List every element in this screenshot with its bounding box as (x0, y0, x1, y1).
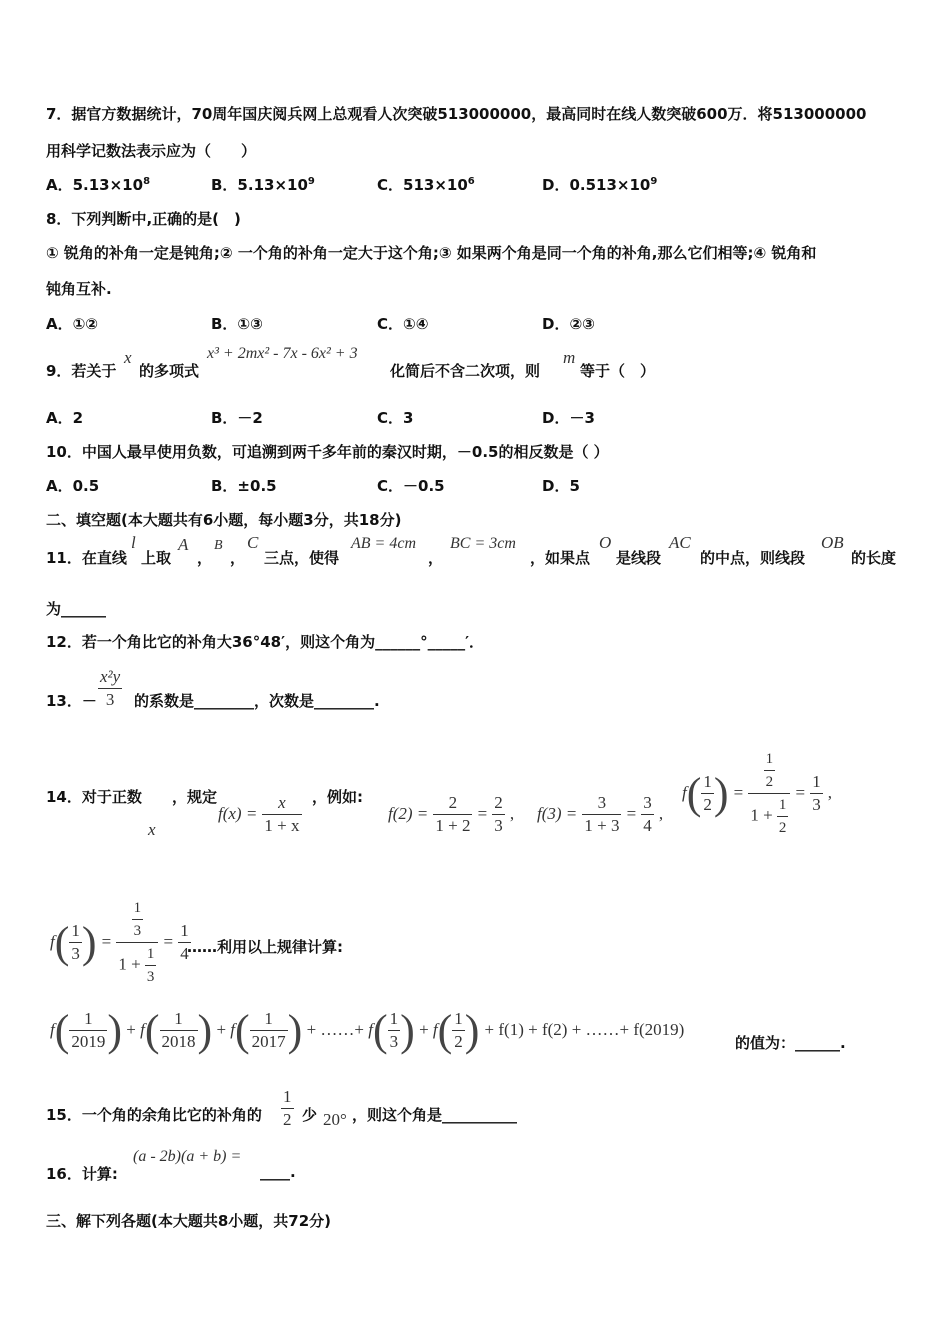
q7-option-c: C．$513\times 10^6$ (377, 176, 475, 194)
q9-mid: 的多项式 (139, 362, 200, 380)
q9-expression: x³ + 2mx² - 7x - 6x² + 3 (207, 345, 358, 362)
q15-mid: 少 (302, 1106, 318, 1124)
q11-point-o: O (599, 533, 612, 552)
q9-option-c: C．3 (377, 409, 414, 427)
q14-example-third: f( $\frac{1}{3}$ ) = $\frac{1}{3}$ 1 + $\frac{1}{3}$ = $\frac{1}{4}$ (50, 897, 191, 988)
q11-part6: 的中点，则线段 (700, 549, 806, 567)
q11-part5: 是线段 (616, 549, 662, 567)
q15-degree: 20° (323, 1110, 347, 1129)
section-2-heading: 二、填空题(本大题共有6小题，每小题3分，共18分) (46, 511, 402, 529)
q13-prefix: 13．－ (46, 692, 97, 710)
q15-suffix: ，则这个角是__________ (352, 1106, 518, 1124)
q10-option-c: C．－0.5 (377, 477, 445, 495)
q13-numerator: x²y (98, 666, 122, 689)
q11-part2: 上取 (141, 549, 172, 567)
q14-part5: 的值为：______. (735, 1034, 846, 1052)
q8-line1: ① 锐角的补角一定是钝角;② 一个角的补角一定大于这个角;③ 如果两个角是同一个角的补角,那么它们相等;④ 锐角和 (46, 244, 817, 262)
q14-definition: f(x) = $\frac{x}{1 + x}$ (218, 793, 300, 835)
q11-part3: 三点，使得 (264, 549, 340, 567)
q11-part7: 的长度 (851, 549, 897, 567)
q8-title: 8．下列判断中,正确的是( ) (46, 210, 241, 228)
q16-expression: (a - 2b)(a + b) = (133, 1148, 242, 1165)
q8-option-d: D．②③ (542, 315, 595, 333)
q7-option-d: D．$0.513\times 10^9$ (542, 176, 658, 194)
q9-var-m: m (563, 348, 576, 367)
q11-segment-ob: OB (821, 533, 844, 552)
q11-point-b: B (214, 538, 223, 553)
q11-point-a: A (178, 535, 189, 554)
q9-option-b: B．－2 (211, 409, 263, 427)
q14-part3: ，例如: (312, 788, 363, 806)
q11-point-c: C (247, 533, 259, 552)
q9-suffix2: 等于（ ） (580, 362, 656, 380)
q11-part1: 11．在直线 (46, 549, 127, 567)
q15-prefix: 15．一个角的余角比它的补角的 (46, 1106, 262, 1124)
q8-option-c: C．①④ (377, 315, 429, 333)
q10-text: 10．中国人最早使用负数，可追溯到两千多年前的秦汉时期，－0.5的相反数是（ ） (46, 443, 609, 461)
section-3-heading: 三、解下列各题(本大题共8小题，共72分) (46, 1212, 332, 1230)
q7-line1: 7．据官方数据统计，70周年国庆阅兵网上总观看人次突破513000000，最高同时在线人数突破600万．将513000000 (46, 105, 867, 123)
q11-line2: 为______ (46, 600, 107, 618)
q14-part2: ，规定 (172, 788, 218, 806)
q7-option-b: B．$5.13\times 10^9$ (211, 176, 315, 194)
q11-comma1: ， (197, 549, 213, 567)
q14-example-2: f(3) = $\frac{3}{1 + 3}$ = $\frac{3}{4}$ , (537, 793, 664, 835)
q8-option-a: A．①② (46, 315, 99, 333)
q11-comma3: ， (428, 549, 444, 567)
q10-option-a: A．0.5 (46, 477, 100, 495)
q16-prefix: 16．计算: (46, 1165, 118, 1183)
q11-ab-length: AB = 4cm (351, 535, 416, 552)
q13-denominator: 3 (105, 690, 115, 709)
q9-suffix1: 化简后不含二次项，则 (390, 362, 541, 380)
q14-def-fraction: $\frac{x}{1 + x}$ (264, 793, 300, 835)
q11-bc-length: BC = 3cm (450, 535, 516, 552)
q14-part1: 14．对于正数 (46, 788, 142, 806)
q11-segment-ac: AC (669, 533, 691, 552)
q9-prefix: 9．若关于 (46, 362, 117, 380)
q7-line2: 用科学记数法表示应为（ ） (46, 142, 257, 160)
q8-line2: 钝角互补. (46, 280, 112, 298)
q9-option-d: D．－3 (542, 409, 595, 427)
q9-option-a: A．2 (46, 409, 84, 427)
q13-suffix: 的系数是________，次数是________. (134, 692, 380, 710)
q8-option-b: B．①③ (211, 315, 263, 333)
q11-line-l: l (131, 533, 136, 552)
q14-example-half: f( $\frac{1}{2}$ ) = $\frac{1}{2}$ 1 + $\frac{1}{2}$ = $\frac{1}{3}$ , (682, 748, 832, 839)
q11-part4: ，如果点 (530, 549, 591, 567)
q7-option-a: A．$5.13\times 10^8$ (46, 176, 151, 194)
q16-suffix: ____. (260, 1163, 296, 1181)
q13-fraction (98, 666, 122, 711)
q14-example-1: f(2) = $\frac{2}{1 + 2}$ = $\frac{2}{3}$ , (388, 793, 515, 835)
q14-sum-expression: f( $\frac{1}{2019}$ ) + f( $\frac{1}{2018}$ ) + f( $\frac{1}{2017}$ ) + ……+ f( $\frac{1}{3}$ ) + f( $\frac{1}{2}$ ) + f(1) + f(2) + ……+ f(2019) (50, 1006, 685, 1055)
q15-fraction: $\frac{1}{2}$ (283, 1087, 292, 1129)
q14-part4: ……利用以上规律计算: (187, 938, 343, 956)
q10-option-b: B．±0.5 (211, 477, 277, 495)
q12-text: 12．若一个角比它的补角大36°48′，则这个角为______°_____′． (46, 633, 485, 651)
q9-var-x: x (124, 348, 132, 367)
q14-sum-tail: + f(1) + f(2) + ……+ f(2019) (484, 1020, 685, 1039)
q10-option-d: D．5 (542, 477, 580, 495)
q14-var-x: x (148, 820, 156, 839)
q11-comma2: ， (230, 549, 246, 567)
